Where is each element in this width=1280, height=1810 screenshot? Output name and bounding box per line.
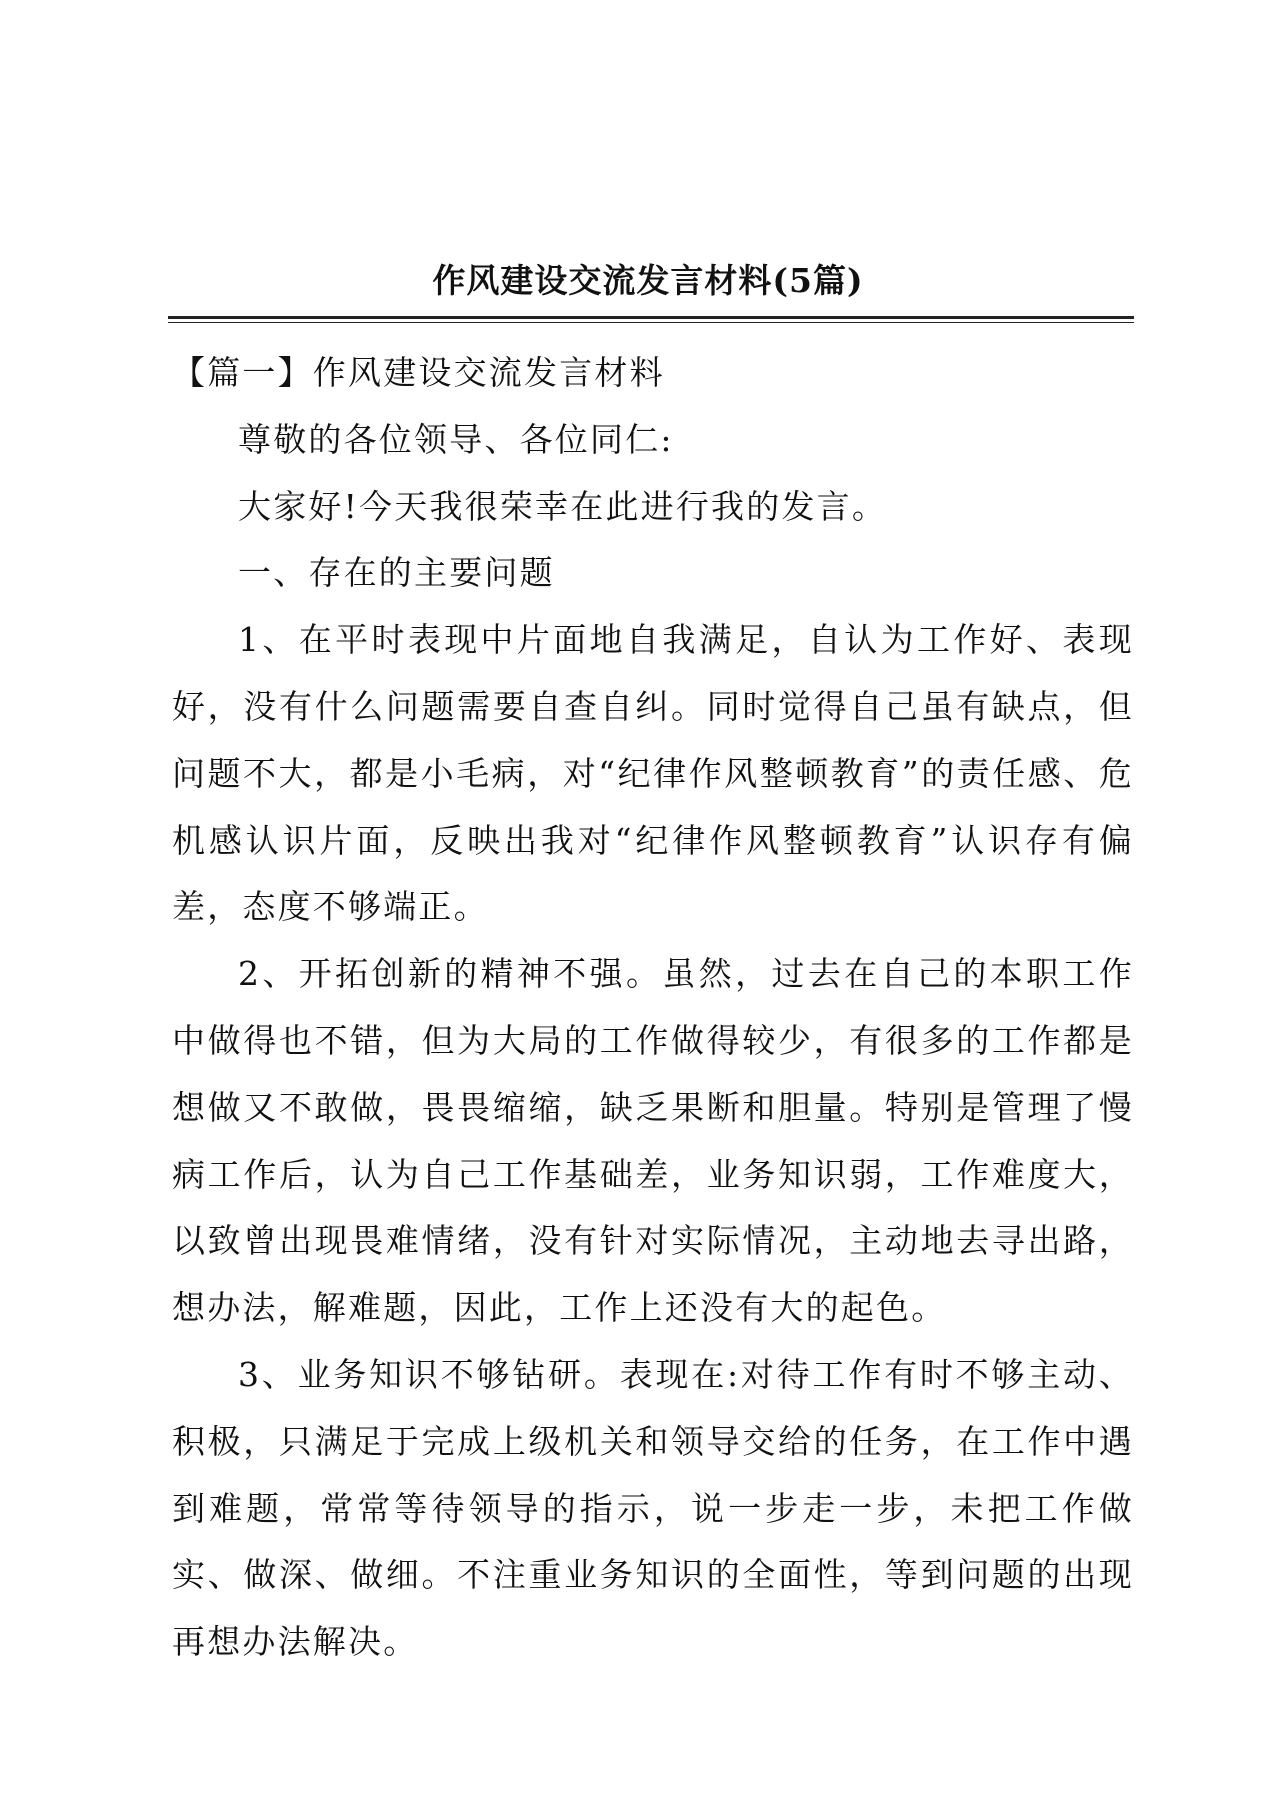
paragraph-item-3: 3、业务知识不够钻研。表现在:对待工作有时不够主动、积极，只满足于完成上级机关和领导交给的任务，在工作中遇到难题，常常等待领导的指示，说一步走一步，未把工作做实、做深、做细。不注重业务知识的全面性，等到问题的出现再想办法解决。 xyxy=(172,1354,1134,1662)
document-title: 作风建设交流发言材料(5篇) xyxy=(432,261,864,300)
greeting-paragraph: 大家好!今天我很荣幸在此进行我的发言。 xyxy=(238,486,888,526)
salutation: 尊敬的各位领导、各位同仁: xyxy=(238,419,674,459)
section-heading: 【篇一】作风建设交流发言材料 xyxy=(172,353,665,392)
title-divider-thick xyxy=(168,316,1134,319)
document-body xyxy=(172,340,1134,1676)
subheading-main-problems: 一、存在的主要问题 xyxy=(238,553,555,593)
title-divider-thin xyxy=(168,322,1134,323)
paragraph-item-2: 2、开拓创新的精神不强。虽然，过去在自己的本职工作中做得也不错，但为大局的工作做得较少，有很多的工作都是想做又不敢做，畏畏缩缩，缺乏果断和胆量。特别是管理了慢病工作后，认为自己工作基础差，业务知识弱，工作难度大，以致曾出现畏难情绪，没有针对实际情况，主动地去寻出路，想办法，解难题，因此，工作上还没有大的起色。 xyxy=(172,954,1134,1328)
paragraph-item-1: 1、在平时表现中片面地自我满足，自认为工作好、表现好，没有什么问题需要自查自纠。同时觉得自己虽有缺点，但问题不大，都是小毛病，对“纪律作风整顿教育”的责任感、危机感认识片面，反映出我对“纪律作风整顿教育”认识存有偏差，态度不够端正。 xyxy=(172,620,1134,927)
